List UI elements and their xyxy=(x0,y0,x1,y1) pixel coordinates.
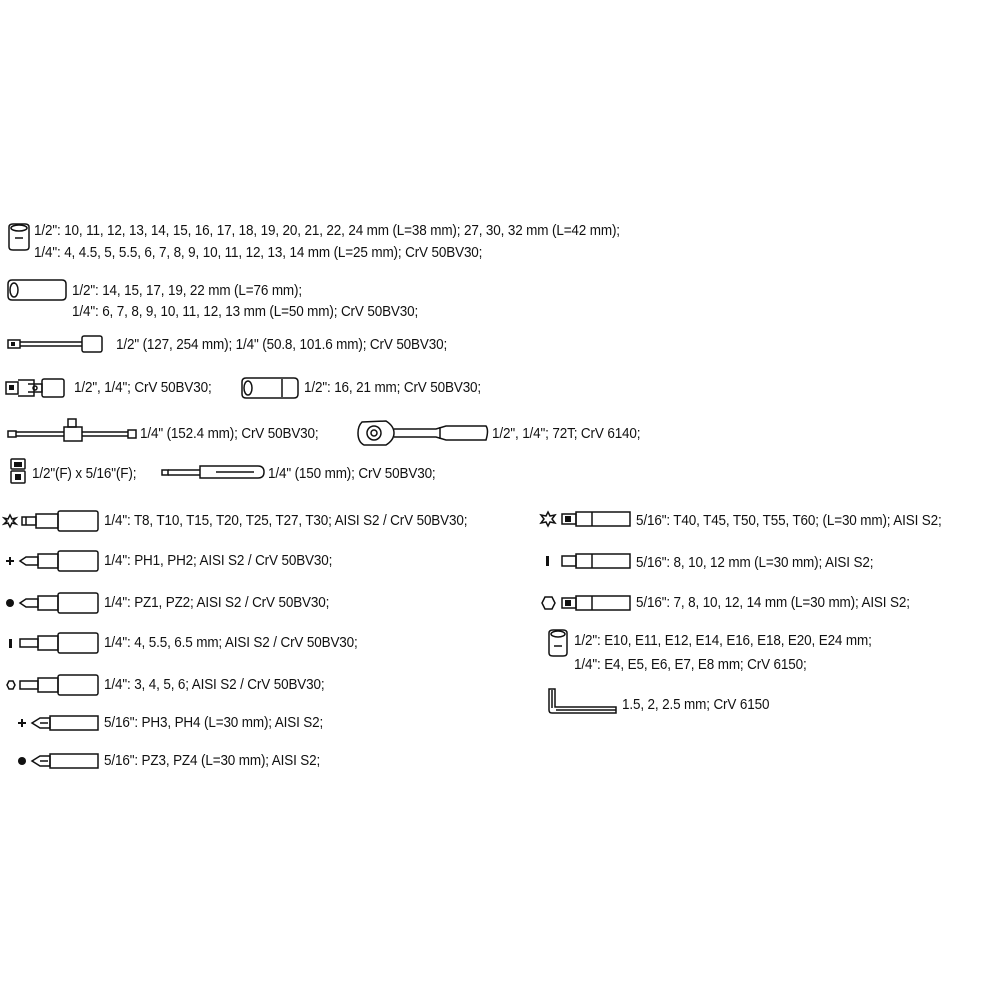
universal-joint-icon xyxy=(4,375,68,401)
sockets-hex-line2: 1/4": 4, 4.5, 5, 5.5, 6, 7, 8, 9, 10, 11, 12, 13, 14 mm (L=25 mm); CrV 50BV30; xyxy=(34,245,483,261)
adapter-text: 1/2"(F) x 5/16"(F); xyxy=(32,466,137,482)
phillips-bit-icon xyxy=(14,710,100,736)
slotted-bit-icon xyxy=(2,630,102,656)
t-bar-text: 1/4" (152.4 mm); CrV 50BV30; xyxy=(140,426,319,442)
bit-row-left-1: 1/4": T8, T10, T15, T20, T25, T27, T30; AISI S2 / CrV 50BV30; xyxy=(104,513,468,529)
slotted-bit-icon xyxy=(538,548,634,574)
spark-plug-socket-text: 1/2": 16, 21 mm; CrV 50BV30; xyxy=(304,380,482,396)
hex-key-icon xyxy=(546,686,620,716)
bit-row-left-3: 1/4": PZ1, PZ2; AISI S2 / CrV 50BV30; xyxy=(104,595,330,611)
universal-joint-text: 1/2", 1/4"; CrV 50BV30; xyxy=(74,380,212,396)
hex-bit-icon xyxy=(2,672,102,698)
hex-bit-icon xyxy=(538,590,634,616)
bit-row-left-6: 5/16": PH3, PH4 (L=30 mm); AISI S2; xyxy=(104,715,324,731)
bit-row-right-1: 5/16": T40, T45, T50, T55, T60; (L=30 mm); AISI S2; xyxy=(636,513,942,529)
sockets-deep-line2: 1/4": 6, 7, 8, 9, 10, 11, 12, 13 mm (L=50 mm); CrV 50BV30; xyxy=(72,304,419,320)
screwdriver-handle-icon xyxy=(160,460,266,484)
e-torx-line1: 1/2": E10, E11, E12, E14, E16, E18, E20, E24 mm; xyxy=(574,633,872,649)
screwdriver-handle-text: 1/4" (150 mm); CrV 50BV30; xyxy=(268,466,436,482)
bit-row-left-2: 1/4": PH1, PH2; AISI S2 / CrV 50BV30; xyxy=(104,553,333,569)
bit-row-left-4: 1/4": 4, 5.5, 6.5 mm; AISI S2 / CrV 50BV30; xyxy=(104,635,358,651)
pozidriv-bit-icon xyxy=(2,590,102,616)
e-torx-socket-icon xyxy=(546,628,570,658)
bit-row-right-2: 5/16": 8, 10, 12 mm (L=30 mm); AISI S2; xyxy=(636,555,874,571)
ratchet-text: 1/2", 1/4"; 72T; CrV 6140; xyxy=(492,426,641,442)
t-bar-icon xyxy=(6,416,138,446)
extension-bar-icon xyxy=(6,333,106,355)
sockets-deep-line1: 1/2": 14, 15, 17, 19, 22 mm (L=76 mm); xyxy=(72,283,302,299)
sockets-hex-line1: 1/2": 10, 11, 12, 13, 14, 15, 16, 17, 18, 19, 20, 21, 22, 24 mm (L=38 mm); 27, 30, 32 mm (L=42 mm); xyxy=(34,223,620,239)
hex-keys-text: 1.5, 2, 2.5 mm; CrV 6150 xyxy=(622,697,770,713)
bit-row-left-5: 1/4": 3, 4, 5, 6; AISI S2 / CrV 50BV30; xyxy=(104,677,325,693)
spark-plug-socket-icon xyxy=(238,375,302,401)
socket-icon xyxy=(6,222,32,252)
torx-bit-icon xyxy=(2,508,102,534)
deep-socket-icon xyxy=(4,277,68,303)
torx-bit-icon xyxy=(538,506,634,532)
phillips-bit-icon xyxy=(2,548,102,574)
bit-row-right-3: 5/16": 7, 8, 10, 12, 14 mm (L=30 mm); AISI S2; xyxy=(636,595,910,611)
bit-row-left-7: 5/16": PZ3, PZ4 (L=30 mm); AISI S2; xyxy=(104,753,321,769)
adapter-icon xyxy=(8,457,30,485)
ratchet-icon xyxy=(356,416,490,450)
e-torx-line2: 1/4": E4, E5, E6, E7, E8 mm; CrV 6150; xyxy=(574,657,807,673)
extension-bars-text: 1/2" (127, 254 mm); 1/4" (50.8, 101.6 mm); CrV 50BV30; xyxy=(116,337,448,353)
pozidriv-bit-icon xyxy=(14,748,100,774)
